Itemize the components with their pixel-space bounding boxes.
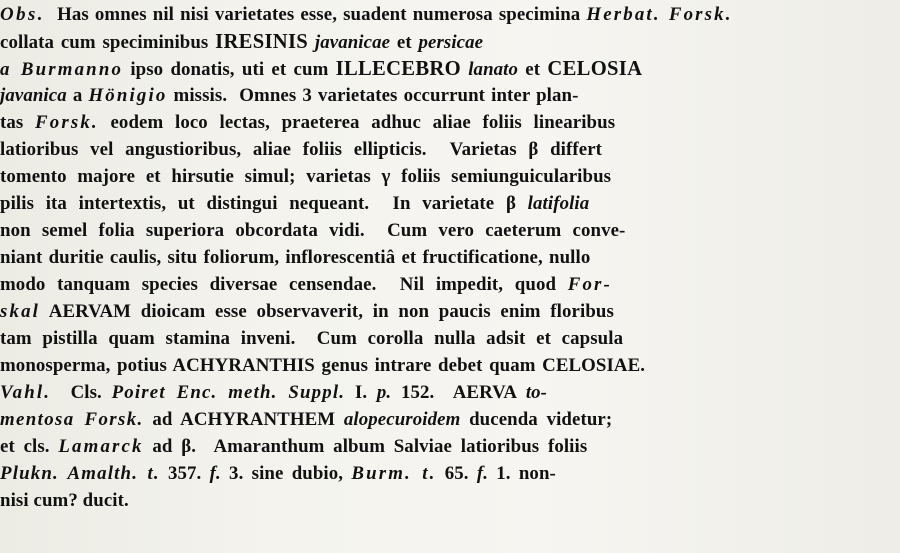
text-line-14: monosperma, potius ACHYRANTHIS genus intrare debet quam CELOSIAE. bbox=[0, 355, 646, 376]
text-line-8: pilis ita intertextis, ut distingui nequeant. In varietate β latifolia bbox=[0, 193, 590, 214]
text-line-12: skal AERVAM dioicam esse observaverit, in non paucis enim floribus bbox=[0, 301, 614, 322]
text-line-5: tas Forsk. eodem loco lectas, praeterea adhuc aliae foliis linearibus bbox=[0, 112, 616, 133]
text-line-15: Vahl. Cls. Poiret Enc. meth. Suppl. I. p. 152. AERVA to- bbox=[0, 382, 548, 403]
text-line-18: Plukn. Amalth. t. 357. f. 3. sine dubio, Burm. t. 65. f. 1. non- bbox=[0, 463, 556, 484]
text-line-6: latioribus vel angustioribus, aliae foliis ellipticis. Varietas β differt bbox=[0, 139, 603, 160]
text-line-3: a Burmanno ipso donatis, uti et cum ILLECEBRO lanato et CELOSIA bbox=[0, 56, 643, 80]
text-line-11: modo tanquam species diversae censendae. Nil impedit, quod For- bbox=[0, 274, 613, 295]
text-line-13: tam pistilla quam stamina inveni. Cum corolla nulla adsit et capsula bbox=[0, 328, 624, 349]
text-line-2: collata cum speciminibus IRESINIS javanicae et persicae bbox=[0, 29, 484, 53]
text-line-9: non semel folia superiora obcordata vidi. Cum vero caeterum conve- bbox=[0, 220, 626, 241]
text-line-1: Obs. Has omnes nil nisi varietates esse, suadent numerosa specimina Herbat. Forsk. bbox=[0, 4, 733, 25]
text-line-10: niant duritie caulis, situ foliorum, inflorescentiâ et fructificatione, nullo bbox=[0, 247, 591, 268]
text-line-7: tomento majore et hirsutie simul; varietas γ foliis semiunguicularibus bbox=[0, 166, 612, 187]
obs-label: Obs. bbox=[0, 4, 45, 25]
text-line-19: nisi cum? ducit. bbox=[0, 490, 129, 511]
text-line-16: mentosa Forsk. ad ACHYRANTHEM alopecuroidem ducenda videtur; bbox=[0, 409, 613, 430]
text-line-4: javanica a Hönigio missis. Omnes 3 varietates occurrunt inter plan- bbox=[0, 85, 579, 106]
text-line-17: et cls. Lamarck ad β. Amaranthum album Salviae latioribus foliis bbox=[0, 436, 588, 457]
